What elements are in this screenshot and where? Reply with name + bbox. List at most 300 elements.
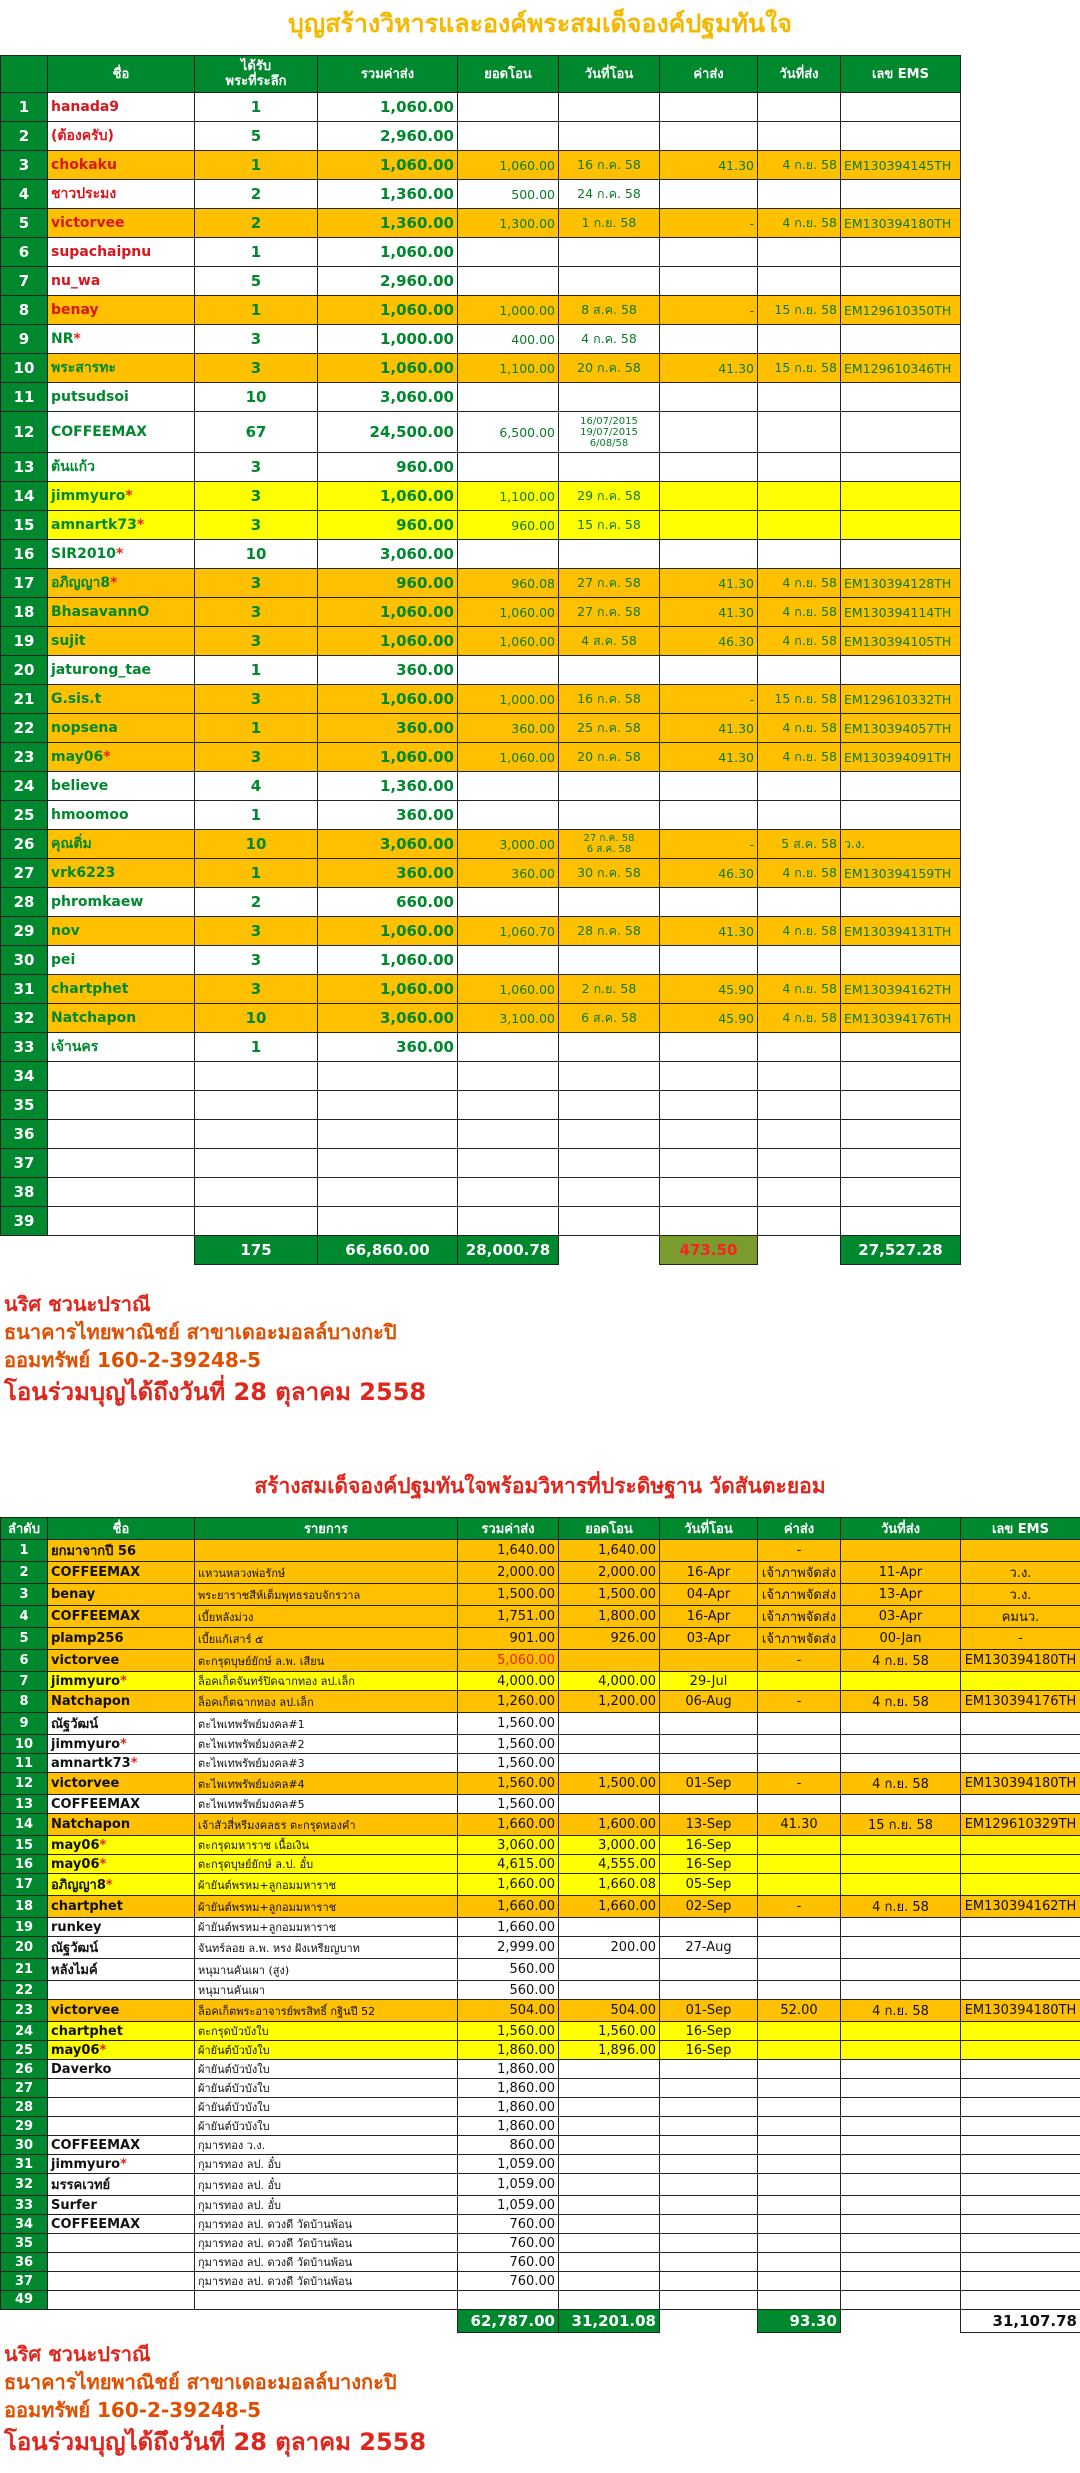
transfer-date — [559, 1178, 660, 1207]
transfer-date: 05-Sep — [660, 1874, 758, 1896]
item-description — [195, 2291, 458, 2310]
transfer-amount: 360.00 — [458, 714, 559, 743]
ship-date — [758, 801, 841, 830]
donor-name — [48, 2022, 195, 2041]
total-amount: 1,640.00 — [458, 1540, 559, 1562]
donor-name — [48, 2117, 195, 2136]
ems-number: EM130394162TH — [841, 975, 961, 1004]
total-amount: 3,060.00 — [318, 1004, 458, 1033]
section2-title: สร้างสมเด็จองค์ปฐมทันใจพร้อมวิหารที่ประดิษฐาน วัดสันตะยอม — [254, 1474, 826, 1498]
table-row — [1, 1628, 1080, 1650]
total-amount: 4,000.00 — [458, 1672, 559, 1691]
ems-number: EM130394180TH — [841, 209, 961, 238]
shipping-cost — [660, 93, 758, 122]
table-row — [1, 267, 961, 296]
table-row — [1, 2253, 1080, 2272]
donor-name-text: victorvee — [51, 2003, 120, 2018]
donor-name — [48, 801, 195, 830]
blank-cell — [195, 2309, 458, 2332]
shipping-cost: - — [660, 209, 758, 238]
row-number: 28 — [1, 888, 48, 917]
donor-name-text: supachaipnu — [51, 244, 152, 260]
total-amount: 2,999.00 — [458, 1937, 559, 1959]
ems-number — [841, 1120, 961, 1149]
amulet-count — [195, 1149, 318, 1178]
donor-name — [48, 1937, 195, 1959]
row-number: 37 — [1, 2272, 48, 2291]
shipping-cost: 46.30 — [660, 859, 758, 888]
donor-name-text: nov — [51, 923, 80, 939]
donor-name — [48, 2098, 195, 2117]
total-amount: 1,560.00 — [458, 1795, 559, 1814]
total-amount: 960.00 — [318, 569, 458, 598]
ems-number — [841, 801, 961, 830]
transfer-date-line: 19/07/2015 — [580, 426, 638, 438]
donor-name — [48, 1033, 195, 1062]
shipping-cost: 41.30 — [660, 743, 758, 772]
row-number: 14 — [1, 482, 48, 511]
total-amount — [458, 2291, 559, 2310]
donor-name — [48, 1562, 195, 1584]
donor-name — [48, 1735, 195, 1754]
transfer-amount — [559, 1713, 660, 1735]
transfer-amount: 1,100.00 — [458, 482, 559, 511]
row-number: 38 — [1, 1178, 48, 1207]
ems-number — [841, 888, 961, 917]
donor-name-text: plamp256 — [51, 1631, 124, 1646]
transfer-date — [660, 2079, 758, 2098]
transfer-amount — [559, 2291, 660, 2310]
table-row — [1, 1773, 1080, 1795]
table-row — [1, 296, 961, 325]
transfer-date — [660, 1981, 758, 2000]
donor-name — [48, 627, 195, 656]
blank-cell — [1, 1236, 48, 1265]
total-amount: 1,560.00 — [458, 1754, 559, 1773]
table-row — [1, 656, 961, 685]
transfer-amount — [559, 1754, 660, 1773]
amulet-count: 1 — [195, 151, 318, 180]
table-row — [1, 122, 961, 151]
row-number: 10 — [1, 354, 48, 383]
ems-number — [961, 2291, 1080, 2310]
transfer-amount — [559, 1795, 660, 1814]
table-row — [1, 917, 961, 946]
blank-cell — [48, 1236, 195, 1265]
donor-name-text: คุณติ่ม — [51, 836, 92, 852]
ship-date — [758, 888, 841, 917]
donor-name-text: ต้นแก้ว — [51, 459, 96, 475]
donor-name — [48, 1874, 195, 1896]
amulet-count — [195, 1062, 318, 1091]
table-row — [1, 1918, 1080, 1937]
ship-date — [758, 1062, 841, 1091]
transfer-date: 16-Sep — [660, 2041, 758, 2060]
donation-table-1 — [0, 55, 961, 1265]
transfer-date — [660, 2291, 758, 2310]
row-number: 22 — [1, 714, 48, 743]
total-amount: 1,660.00 — [458, 1918, 559, 1937]
shipping-cost — [660, 1033, 758, 1062]
total-amount: 24,500.00 — [318, 412, 458, 453]
net-total: 27,527.28 — [841, 1236, 961, 1265]
transfer-amount — [458, 801, 559, 830]
item-description: ผ้ายันต์บัวบังใบ — [195, 2060, 458, 2079]
ship-date: 00-Jan — [841, 1628, 961, 1650]
donor-name-text: Natchapon — [51, 1010, 137, 1026]
ship-date — [758, 180, 841, 209]
donor-name — [48, 122, 195, 151]
shipping-cost: - — [758, 1650, 841, 1672]
transfer-amount: 1,060.00 — [458, 598, 559, 627]
transfer-amount — [559, 2215, 660, 2234]
total-amount: 660.00 — [318, 888, 458, 917]
shipping-cost — [660, 383, 758, 412]
table-row — [1, 1795, 1080, 1814]
ems-number — [841, 946, 961, 975]
amulet-count: 5 — [195, 122, 318, 151]
donor-name — [48, 482, 195, 511]
transfer-amount: 1,000.00 — [458, 685, 559, 714]
column-header: วันที่ส่ง — [758, 56, 841, 93]
row-number: 7 — [1, 1672, 48, 1691]
total-amount: 1,060.00 — [318, 975, 458, 1004]
item-description: กุมารทอง ลป. ดวงดี วัดบ้านพ้อน — [195, 2253, 458, 2272]
donor-name — [48, 1691, 195, 1713]
donor-name — [48, 2291, 195, 2310]
amulet-count: 10 — [195, 540, 318, 569]
donor-name-text: ณัฐวัฒน์ — [51, 1941, 99, 1956]
total-amount: 1,260.00 — [458, 1691, 559, 1713]
total-amount: 4,615.00 — [458, 1855, 559, 1874]
row-number: 37 — [1, 1149, 48, 1178]
total-amount: 1,500.00 — [458, 1584, 559, 1606]
item-description: ล็อคเก็ตจันทร์ปิดฉากทอง ลป.เล็ก — [195, 1672, 458, 1691]
total-amount: 1,360.00 — [318, 772, 458, 801]
donor-name — [48, 1120, 195, 1149]
donor-name-text: sujit — [51, 633, 86, 649]
row-number: 6 — [1, 1650, 48, 1672]
donor-name — [48, 946, 195, 975]
transfer-amount — [458, 93, 559, 122]
donor-name — [48, 453, 195, 482]
table2-header — [1, 1518, 1080, 1540]
star-mark: * — [99, 2042, 107, 2058]
row-number: 21 — [1, 685, 48, 714]
total-shipping: 93.30 — [758, 2309, 841, 2332]
row-number: 4 — [1, 180, 48, 209]
table-row — [1, 325, 961, 354]
donor-name — [48, 1713, 195, 1735]
donor-name-text: may06 — [51, 1856, 100, 1872]
donor-name — [48, 2272, 195, 2291]
transfer-date: 02-Sep — [660, 1896, 758, 1918]
transfer-date — [559, 540, 660, 569]
ship-date — [841, 1795, 961, 1814]
donor-name-text: อภิญญา8 — [51, 1878, 106, 1893]
transfer-date: 2 ก.ย. 58 — [559, 975, 660, 1004]
table-row — [1, 540, 961, 569]
row-number: 21 — [1, 1959, 48, 1981]
total-amount — [318, 1178, 458, 1207]
row-number: 28 — [1, 2098, 48, 2117]
amulet-count: 2 — [195, 209, 318, 238]
table-row — [1, 1896, 1080, 1918]
ship-date — [841, 1855, 961, 1874]
transfer-date — [559, 888, 660, 917]
transfer-date — [660, 1540, 758, 1562]
table-row — [1, 482, 961, 511]
transfer-date — [660, 2136, 758, 2155]
ship-date: 15 ก.ย. 58 — [758, 354, 841, 383]
shipping-cost — [758, 2291, 841, 2310]
ship-date: 4 ก.ย. 58 — [758, 598, 841, 627]
account-holder-name: นริศ ชวนะปราณี — [4, 2342, 151, 2366]
shipping-cost — [660, 325, 758, 354]
star-mark: * — [99, 1856, 107, 1872]
ship-date — [841, 1918, 961, 1937]
table-row — [1, 209, 961, 238]
total-amount — [318, 1091, 458, 1120]
total-amount — [318, 1207, 458, 1236]
ship-date — [758, 511, 841, 540]
transfer-amount — [458, 267, 559, 296]
row-number: 5 — [1, 209, 48, 238]
donor-name — [48, 1178, 195, 1207]
donor-name — [48, 859, 195, 888]
ship-date: 4 ก.ย. 58 — [841, 1773, 961, 1795]
ship-date: 5 ส.ค. 58 — [758, 830, 841, 859]
donor-name-text: ณัฐวัฒน์ — [51, 1717, 99, 1732]
table-row — [1, 2022, 1080, 2041]
account-number: ออมทรัพย์ 160-2-39248-5 — [4, 2398, 262, 2422]
table-row — [1, 151, 961, 180]
shipping-cost — [660, 1207, 758, 1236]
donor-name-text: ยกมาจากปี 56 — [51, 1544, 137, 1559]
ship-date — [758, 772, 841, 801]
table-row — [1, 2196, 1080, 2215]
ems-number — [841, 453, 961, 482]
transfer-amount — [559, 2272, 660, 2291]
transfer-date — [559, 946, 660, 975]
transfer-date — [660, 2098, 758, 2117]
shipping-cost: 41.30 — [660, 151, 758, 180]
shipping-cost — [660, 482, 758, 511]
amulet-count: 10 — [195, 383, 318, 412]
transfer-date: 16 ก.ค. 58 — [559, 685, 660, 714]
item-description: พระยาราชสีห์เต็มพุทธรอบจักรวาล — [195, 1584, 458, 1606]
donor-name — [48, 714, 195, 743]
total-amount: 3,060.00 — [458, 1836, 559, 1855]
transfer-date: 6 ส.ค. 58 — [559, 1004, 660, 1033]
ship-date — [841, 2253, 961, 2272]
donor-name — [48, 325, 195, 354]
amulet-count — [195, 1207, 318, 1236]
total-amount: 1,560.00 — [458, 1773, 559, 1795]
table-row — [1, 1672, 1080, 1691]
total-amount: 1,060.00 — [318, 238, 458, 267]
ship-date: 4 ก.ย. 58 — [758, 151, 841, 180]
donor-name — [48, 1836, 195, 1855]
donor-name — [48, 743, 195, 772]
donor-name-text: COFFEEMAX — [51, 1565, 141, 1580]
transfer-amount: 3,100.00 — [458, 1004, 559, 1033]
donor-name — [48, 569, 195, 598]
donor-name — [48, 1959, 195, 1981]
row-number: 49 — [1, 2291, 48, 2310]
row-number: 29 — [1, 2117, 48, 2136]
column-header: ค่าส่ง — [660, 56, 758, 93]
donor-name — [48, 511, 195, 540]
shipping-cost — [660, 511, 758, 540]
ems-number — [961, 2215, 1080, 2234]
table-row — [1, 1606, 1080, 1628]
table-row — [1, 627, 961, 656]
transfer-date-line: 16/07/2015 — [580, 415, 638, 427]
donor-name-text: nopsena — [51, 720, 118, 736]
donor-name-text: jimmyuro — [51, 1673, 121, 1689]
transfer-amount: 4,000.00 — [559, 1672, 660, 1691]
amulet-count: 1 — [195, 714, 318, 743]
shipping-cost — [660, 453, 758, 482]
shipping-cost: 41.30 — [660, 714, 758, 743]
table-row — [1, 93, 961, 122]
shipping-cost: - — [758, 1896, 841, 1918]
total-amount: 1,060.00 — [318, 93, 458, 122]
donor-name-text: amnartk73 — [51, 1755, 131, 1771]
donor-name-text: benay — [51, 1587, 96, 1602]
donor-name-text: runkey — [51, 1919, 102, 1935]
ship-date — [841, 2060, 961, 2079]
transfer-date: 28 ก.ค. 58 — [559, 917, 660, 946]
row-number: 2 — [1, 1562, 48, 1584]
table-row — [1, 1713, 1080, 1735]
item-description: กุมารทอง ลป. อั๋บ — [195, 2196, 458, 2215]
table-row — [1, 2136, 1080, 2155]
row-number: 6 — [1, 238, 48, 267]
row-number: 20 — [1, 656, 48, 685]
transfer-date: 13-Sep — [660, 1814, 758, 1836]
ems-number: EM130394145TH — [841, 151, 961, 180]
ship-date — [758, 656, 841, 685]
ship-date: 03-Apr — [841, 1606, 961, 1628]
transfer-date: 29-Jul — [660, 1672, 758, 1691]
donor-name — [48, 1855, 195, 1874]
transfer-date — [559, 1120, 660, 1149]
transfer-amount: 2,000.00 — [559, 1562, 660, 1584]
bank-info-2 — [4, 2340, 426, 2460]
item-description: ผ้ายันต์บัวบังใบ — [195, 2079, 458, 2098]
shipping-cost — [758, 1713, 841, 1735]
donor-name-text: victorvee — [51, 1776, 120, 1791]
ems-number — [961, 1937, 1080, 1959]
total-amount: 360.00 — [318, 714, 458, 743]
transfer-date: 25 ก.ค. 58 — [559, 714, 660, 743]
shipping-cost — [758, 1735, 841, 1754]
transfer-date — [559, 1091, 660, 1120]
grand-total: 62,787.00 — [458, 2309, 559, 2332]
ems-number: EM129610332TH — [841, 685, 961, 714]
ems-number — [841, 412, 961, 453]
donor-name — [48, 1773, 195, 1795]
transfer-amount: 1,800.00 — [559, 1606, 660, 1628]
row-number: 26 — [1, 2060, 48, 2079]
amulet-count: 1 — [195, 656, 318, 685]
shipping-cost: 41.30 — [660, 569, 758, 598]
total-amount: 760.00 — [458, 2272, 559, 2291]
item-description: ผ้ายันต์พรหม+ลูกอมมหาราช — [195, 1874, 458, 1896]
table-row — [1, 946, 961, 975]
ems-number — [961, 1713, 1080, 1735]
transfer-amount — [559, 1735, 660, 1754]
row-number: 3 — [1, 1584, 48, 1606]
donor-name — [48, 1918, 195, 1937]
table-row — [1, 180, 961, 209]
transfer-date: 16 ก.ค. 58 — [559, 151, 660, 180]
table-row — [1, 354, 961, 383]
blank-cell — [841, 2309, 961, 2332]
amulet-count: 3 — [195, 946, 318, 975]
shipping-cost — [660, 1091, 758, 1120]
star-mark: * — [105, 1878, 113, 1893]
row-number: 14 — [1, 1814, 48, 1836]
transfer-amount — [458, 1207, 559, 1236]
table-row — [1, 1691, 1080, 1713]
transfer-amount — [458, 540, 559, 569]
ship-date — [841, 2117, 961, 2136]
ems-number: คมนว. — [961, 1606, 1080, 1628]
column-header: ได้รับ พระที่ระลึก — [195, 56, 318, 93]
section1-title: บุญสร้างวิหารและองค์พระสมเด็จองค์ปฐมทันใจ — [288, 9, 792, 38]
shipping-cost — [758, 1754, 841, 1773]
donor-name — [48, 1606, 195, 1628]
total-amount: 1,060.00 — [318, 354, 458, 383]
row-number: 30 — [1, 2136, 48, 2155]
total-amount: 1,660.00 — [458, 1896, 559, 1918]
ship-date — [841, 2291, 961, 2310]
total-amount: 1,860.00 — [458, 2117, 559, 2136]
transfer-date — [559, 772, 660, 801]
row-number: 15 — [1, 1836, 48, 1855]
donor-name-text: nu_wa — [51, 273, 101, 289]
total-amount: 1,060.00 — [318, 151, 458, 180]
transfer-date: 03-Apr — [660, 1628, 758, 1650]
star-mark: * — [116, 546, 124, 562]
ship-date — [841, 2022, 961, 2041]
transfer-amount — [458, 122, 559, 151]
ems-number — [961, 1540, 1080, 1562]
table-row — [1, 1562, 1080, 1584]
donor-name — [48, 1795, 195, 1814]
ship-date: 4 ก.ย. 58 — [758, 859, 841, 888]
ship-date: 15 ก.ย. 58 — [758, 685, 841, 714]
row-number: 8 — [1, 1691, 48, 1713]
amulet-count: 3 — [195, 598, 318, 627]
amulet-count: 3 — [195, 685, 318, 714]
row-number: 8 — [1, 296, 48, 325]
row-number: 24 — [1, 772, 48, 801]
transfer-date — [660, 2234, 758, 2253]
table-row — [1, 830, 961, 859]
star-mark: * — [120, 1736, 127, 1752]
ship-date — [841, 1874, 961, 1896]
table1-header — [1, 56, 961, 93]
row-number: 33 — [1, 1033, 48, 1062]
table-row — [1, 1120, 961, 1149]
item-description: กุมารทอง ลป. อั๋บ — [195, 2155, 458, 2174]
total-amount: 1,060.00 — [318, 685, 458, 714]
total-amount: 1,560.00 — [458, 1713, 559, 1735]
